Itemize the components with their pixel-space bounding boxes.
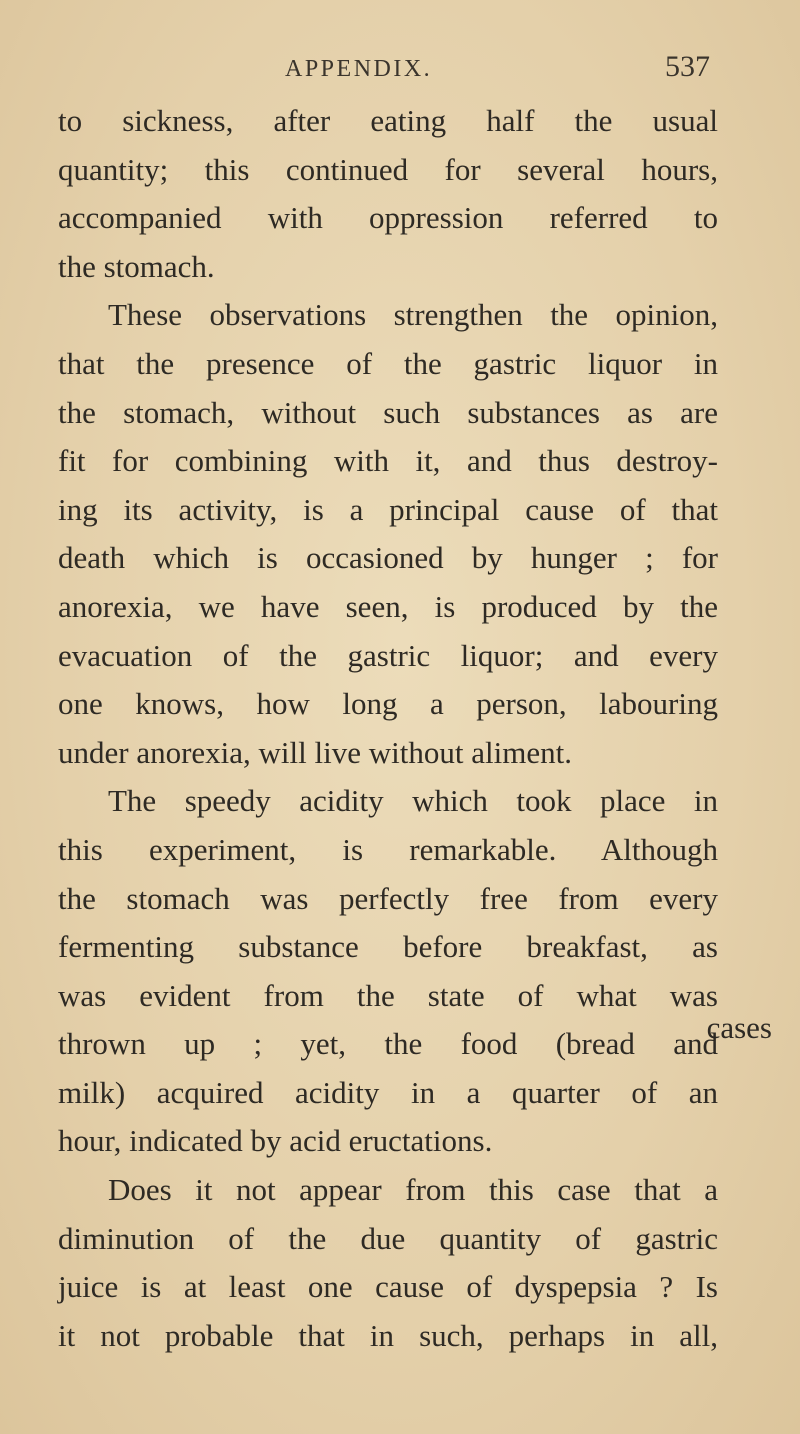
text-line: hour, indicated by acid eructations. <box>58 1123 493 1159</box>
text-line: anorexia, we have seen, is produced by the <box>58 588 718 624</box>
text-line: milk) acquired acidity in a quarter of an <box>58 1074 718 1110</box>
text-line: accompanied with oppression referred to <box>58 200 718 236</box>
paragraph-start-line: Does it not appear from this case that a <box>108 1172 718 1208</box>
running-head <box>285 48 710 92</box>
text-line: under anorexia, will live without aliment. <box>58 734 572 770</box>
text-line: this experiment, is remarkable. Although <box>58 831 718 867</box>
text-line: ing its activity, is a principal cause of that <box>58 491 718 527</box>
text-line: that the presence of the gastric liquor in <box>58 345 718 381</box>
catchword: cases <box>706 1010 772 1045</box>
text-line: diminution of the due quantity of gastric <box>58 1220 718 1256</box>
text-line: thrown up ; yet, the food (bread and <box>58 1026 718 1062</box>
text-line: fermenting substance before breakfast, as <box>58 929 718 965</box>
text-line: to sickness, after eating half the usual <box>58 103 718 138</box>
text-line: the stomach, without such substances as are <box>58 394 718 430</box>
text-line: quantity; this continued for several hours, <box>58 151 718 187</box>
text-line: was evident from the state of what was <box>58 977 718 1013</box>
running-title: APPENDIX. <box>285 56 433 82</box>
text-line: evacuation of the gastric liquor; and every <box>58 637 718 673</box>
text-line: juice is at least one cause of dyspepsia ? Is <box>58 1269 718 1305</box>
text-line: the stomach. <box>58 248 215 284</box>
paragraph-start-line: These observations strengthen the opinion, <box>108 297 718 333</box>
body-text <box>58 97 718 1360</box>
text-line: fit for combining with it, and thus destroy- <box>58 443 718 479</box>
text-line: the stomach was perfectly free from every <box>58 880 718 916</box>
text-line: death which is occasioned by hunger ; for <box>58 540 718 576</box>
paragraph-start-line: The speedy acidity which took place in <box>108 783 718 819</box>
text-line: one knows, how long a person, labouring <box>58 686 718 722</box>
page-number: 537 <box>665 50 710 83</box>
text-line: it not probable that in such, perhaps in all, <box>58 1317 718 1353</box>
